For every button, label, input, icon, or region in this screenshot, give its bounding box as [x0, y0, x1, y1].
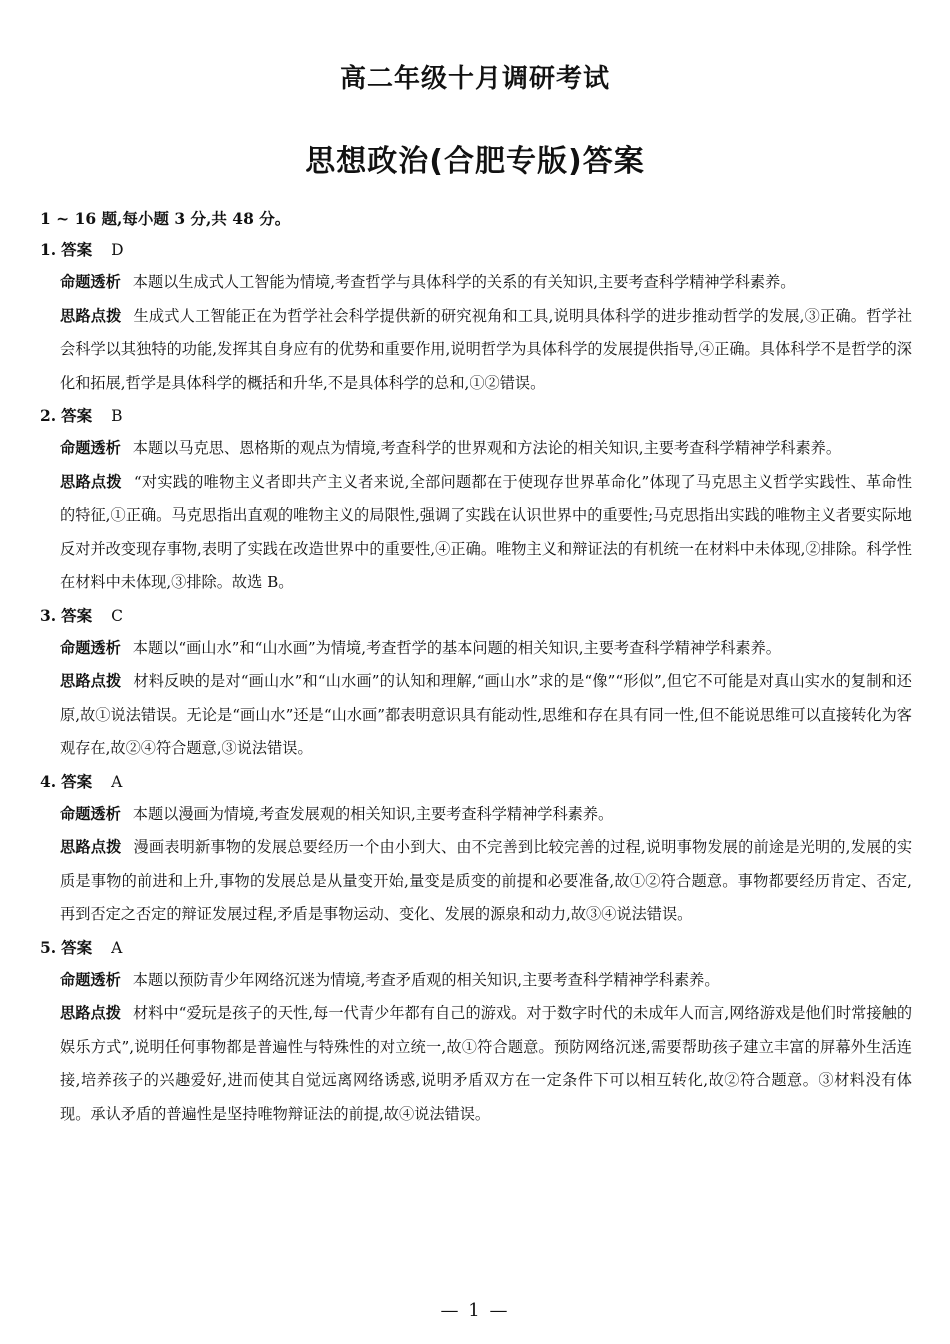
- hint-label: 思路点拨: [60, 1004, 121, 1022]
- question-5-number: 5.: [40, 937, 57, 957]
- question-2-analysis: [60, 432, 912, 466]
- question-2-answer: B: [111, 407, 123, 425]
- hint-label: 思路点拨: [60, 306, 122, 325]
- question-3-hint: [60, 665, 912, 766]
- answer-content: [40, 204, 912, 1131]
- question-3-hint-text: 材料反映的是对“画山水”和“山水画”的认知和理解,“画山水”求的是“像”“形似”,但它不可能是对真山实水的复制和还原,故①说法错误。无论是“画山水”还是“山水画”都表明意识具有能动性,思维和存在具有同一性,但不能说思维可以直接转化为客观存在,故②④符合题意,③说法错误。: [60, 672, 912, 757]
- answer-label: 答案: [61, 241, 93, 259]
- question-4-hint-text: 漫画表明新事物的发展总要经历一个由小到大、由不完善到比较完善的过程,说明事物发展的前途是光明的,发展的实质是事物的前进和上升,事物的发展总是从量变开始,量变是质变的前提和必要准备,故①②符合题意。事物都要经历肯定、否定,再到否定之否定的辩证发展过程,矛盾是事物运动、变化、发展的源泉和动力,故③④说法错误。: [60, 838, 913, 923]
- question-4-answer: A: [111, 772, 123, 791]
- question-2-header: [40, 400, 912, 432]
- question-4-number: 4.: [40, 771, 57, 791]
- hint-label: 思路点拨: [60, 472, 122, 491]
- page-number: — 1 —: [440, 1300, 510, 1321]
- question-5-hint-text: 材料中“爱玩是孩子的天性,每一代青少年都有自己的游戏。对于数字时代的未成年人而言,网络游戏是他们时常接触的娱乐方式”,说明任何事物都是普遍性与特殊性的对立统一,故①符合题意。预防网络沉迷,需要帮助孩子建立丰富的屏幕外生活连接,培养孩子的兴趣爱好,进而使其自觉远离网络诱惑,说明矛盾双方在一定条件下可以相互转化,故②符合题意。③材料没有体现。承认矛盾的普遍性是坚持唯物辩证法的前提,故④说法错误。: [60, 1004, 913, 1123]
- question-3-analysis: [60, 632, 912, 666]
- answer-label: 答案: [61, 407, 93, 425]
- question-5-hint: [60, 997, 912, 1131]
- analysis-label: 命题透析: [60, 439, 121, 457]
- question-2-analysis-text: 本题以马克思、恩格斯的观点为情境,考查科学的世界观和方法论的相关知识,主要考查科学精神学科素养。: [132, 439, 842, 457]
- answer-label: 答案: [61, 606, 93, 625]
- question-3-header: [40, 600, 912, 632]
- document-title: 高二年级十月调研考试: [339, 64, 610, 94]
- question-3-number: 3.: [40, 605, 57, 625]
- question-3-answer: C: [111, 606, 123, 625]
- answer-label: 答案: [61, 938, 93, 957]
- question-1-header: [40, 234, 912, 266]
- question-3-analysis-text: 本题以“画山水”和“山水画”为情境,考查哲学的基本问题的相关知识,主要考查科学精神学科素养。: [132, 638, 781, 657]
- question-4-analysis-text: 本题以漫画为情境,考查发展观的相关知识,主要考查科学精神学科素养。: [132, 804, 614, 823]
- answer-label: 答案: [61, 772, 93, 791]
- question-5-analysis: [60, 964, 912, 998]
- document-subtitle: 思想政治(合肥专版)答案: [305, 144, 645, 179]
- question-1-hint-text: 生成式人工智能正在为哲学社会科学提供新的研究视角和工具,说明具体科学的进步推动哲学的发展,③正确。哲学社会科学以其独特的功能,发挥其自身应有的优势和重要作用,说明哲学为具体科学的发展提供指导,④正确。具体科学不是哲学的深化和拓展,哲学是具体科学的概括和升华,不是具体科学的总和,①②错误。: [60, 306, 913, 392]
- question-1-analysis-text: 本题以生成式人工智能为情境,考查哲学与具体科学的关系的有关知识,主要考查科学精神学科素养。: [132, 273, 796, 291]
- question-2-number: 2.: [40, 406, 57, 425]
- analysis-label: 命题透析: [60, 638, 121, 657]
- section-intro: 1 ~ 16 题,每小题 3 分,共 48 分。: [40, 209, 291, 228]
- analysis-label: 命题透析: [60, 273, 121, 291]
- question-4-header: [40, 766, 912, 798]
- question-1-number: 1.: [40, 240, 57, 259]
- analysis-label: 命题透析: [60, 970, 121, 989]
- analysis-label: 命题透析: [60, 804, 121, 823]
- question-4-analysis: [60, 798, 912, 832]
- question-2-hint-text: “对实践的唯物主义者即共产主义者来说,全部问题都在于使现存世界革命化”体现了马克思主义哲学实践性、革命性的特征,①正确。马克思指出直观的唯物主义的局限性,强调了实践在认识世界中的重要性;马克思指出实践的唯物主义者要实际地反对并改变现存事物,表明了实践在改造世界中的重要性,④正确。唯物主义和辩证法的有机统一在材料中未体现,②排除。科学性在材料中未体现,③排除。故选 B。: [60, 472, 913, 591]
- question-1-answer: D: [111, 241, 124, 259]
- hint-label: 思路点拨: [60, 838, 122, 856]
- question-5-header: [40, 932, 912, 964]
- question-4-hint: [60, 831, 912, 932]
- question-5-analysis-text: 本题以预防青少年网络沉迷为情境,考查矛盾观的相关知识,主要考查科学精神学科素养。: [132, 970, 720, 989]
- question-5-answer: A: [111, 938, 123, 957]
- hint-label: 思路点拨: [60, 672, 122, 690]
- question-1-hint: [60, 300, 912, 401]
- question-2-hint: [60, 466, 912, 600]
- question-1-analysis: [60, 266, 912, 300]
